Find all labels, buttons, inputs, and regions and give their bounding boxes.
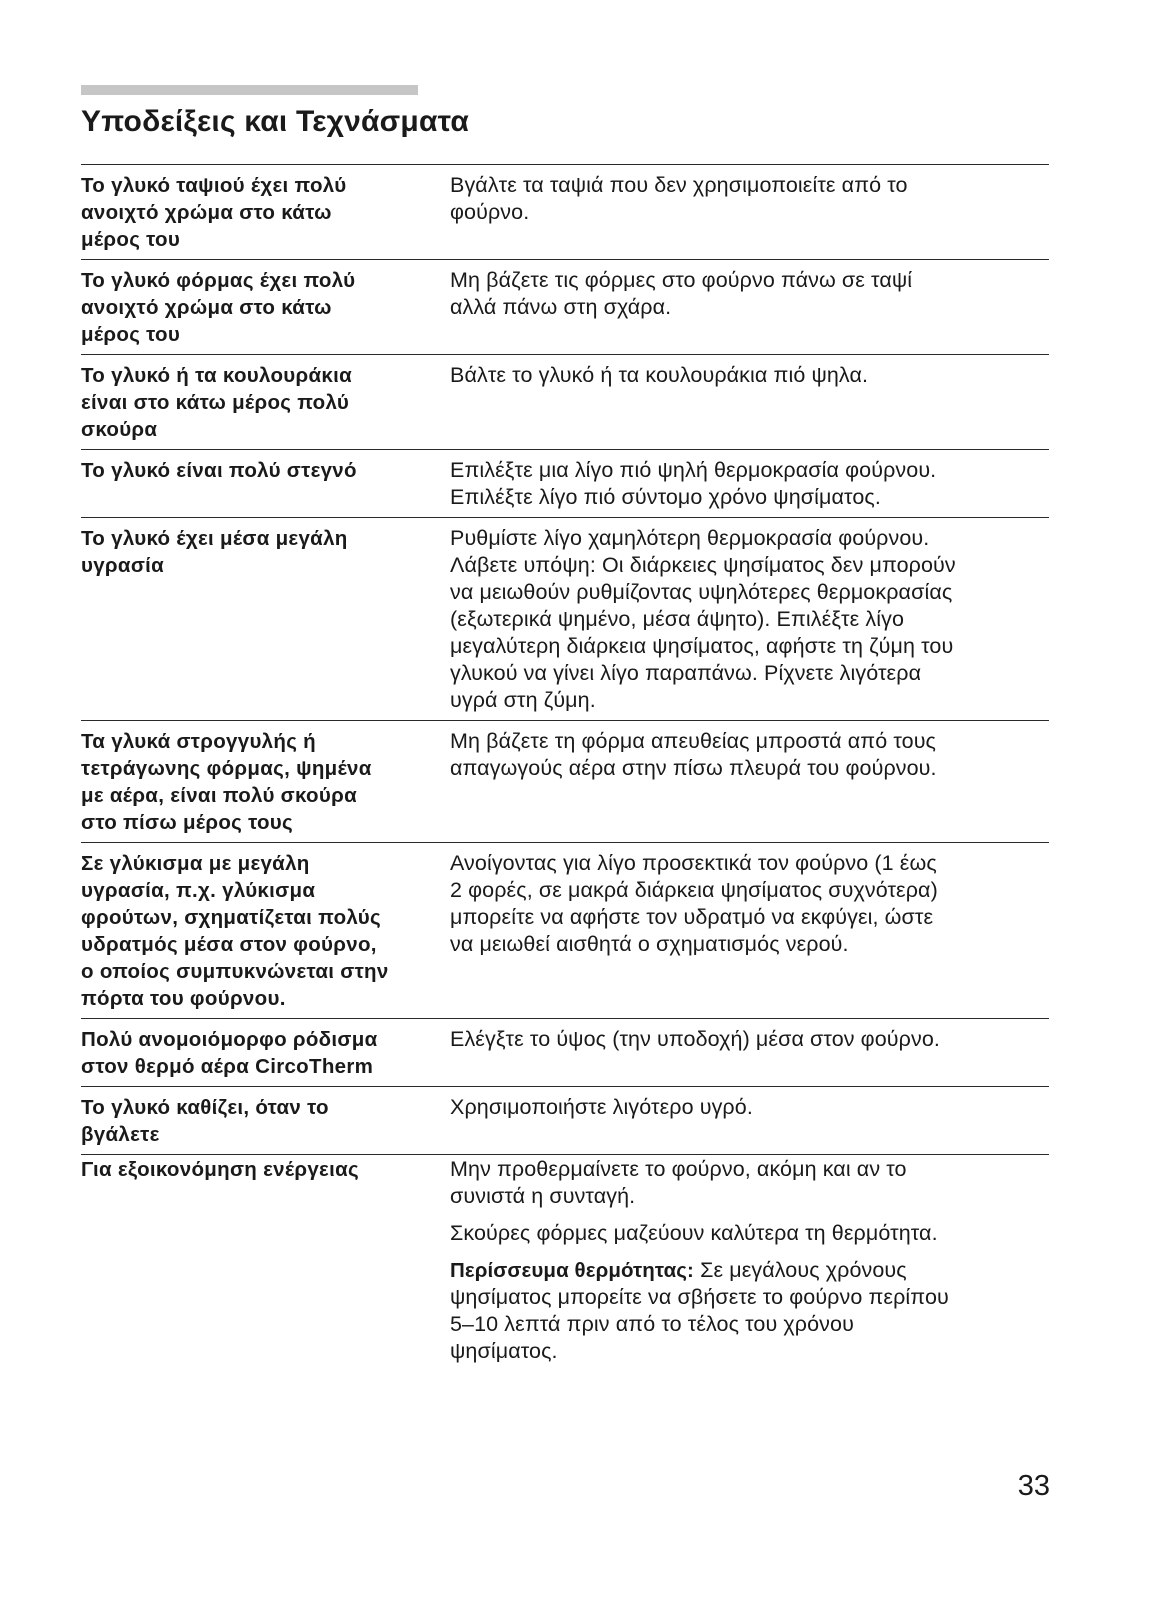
tips-table bbox=[81, 164, 1049, 1155]
energy-saving-section bbox=[81, 1156, 1049, 1375]
page-title: Υποδείξεις και Τεχνάσματα bbox=[81, 105, 469, 138]
tip-problem: Τα γλυκά στρογγυλής ή τετράγωνης φόρμας, ψημένα με αέρα, είναι πολύ σκούρα στο πίσω μέρος τους bbox=[81, 730, 372, 834]
energy-tip bbox=[450, 1257, 1049, 1365]
tip-solution: Ελέγξτε το ύψος (την υποδοχή) μέσα στον φούρνο. bbox=[450, 1027, 940, 1051]
tip-row bbox=[81, 450, 1049, 518]
tip-solution: Μη βάζετε τις φόρμες στο φούρνο πάνω σε ταψί αλλά πάνω στη σχάρα. bbox=[450, 268, 913, 319]
tip-problem: Το γλυκό ταψιού έχει πολύ ανοιχτό χρώμα στο κάτω μέρος του bbox=[81, 174, 347, 251]
tip-row bbox=[81, 260, 1049, 355]
tip-solution: Βάλτε το γλυκό ή τα κουλουράκια πιό ψηλα. bbox=[450, 363, 869, 387]
tip-problem: Το γλυκό φόρμας έχει πολύ ανοιχτό χρώμα στο κάτω μέρος του bbox=[81, 269, 356, 346]
tip-solution: Ρυθμίστε λίγο χαμηλότερη θερμοκρασία φούρνου. Λάβετε υπόψη: Οι διάρκειες ψησίματος δεν μπορούν να μειωθούν ρυθμίζοντας υψηλότερες θερμοκρασίας (εξωτερικά ψημένο, μέσα άψητο). Επιλέξτε λίγο μεγαλύτερη διάρκεια ψησίματος, αφήστε τη ζύμη του γλυκού να γίνει λίγο παραπάνω. Ρίχνετε λιγότερα υγρά στη ζύμη. bbox=[450, 526, 956, 712]
energy-tip: Σκούρες φόρμες μαζεύουν καλύτερα τη θερμότητα. bbox=[450, 1221, 938, 1245]
page-number: 33 bbox=[1017, 1470, 1050, 1502]
tip-solution: Βγάλτε τα ταψιά που δεν χρησιμοποιείτε από το φούρνο. bbox=[450, 173, 908, 224]
tip-problem: Το γλυκό ή τα κουλουράκια είναι στο κάτω μέρος πολύ σκούρα bbox=[81, 364, 353, 441]
tip-row bbox=[81, 1019, 1049, 1087]
tip-problem: Το γλυκό έχει μέσα μεγάλη υγρασία bbox=[81, 527, 348, 577]
tip-problem: Το γλυκό καθίζει, όταν το βγάλετε bbox=[81, 1096, 329, 1146]
energy-saving-body bbox=[450, 1156, 1049, 1375]
tip-problem: Σε γλύκισμα με μεγάλη υγρασία, π.χ. γλύκισμα φρούτων, σχηματίζεται πολύς υδρατμός μέσα στον φούρνο, ο οποίος συμπυκνώνεται στην πόρτα του φούρνου. bbox=[81, 852, 389, 1010]
energy-saving-label: Για εξοικονόμηση ενέργειας bbox=[81, 1158, 359, 1181]
tip-row bbox=[81, 355, 1049, 450]
tip-row bbox=[81, 165, 1049, 260]
tip-solution: Επιλέξτε μια λίγο πιό ψηλή θερμοκρασία φούρνου. Επιλέξτε λίγο πιό σύντομο χρόνο ψησίματος. bbox=[450, 458, 937, 509]
tip-row bbox=[81, 721, 1049, 843]
tip-problem: Πολύ ανομοιόμορφο ρόδισμα στον θερμό αέρα CircoTherm bbox=[81, 1028, 378, 1078]
energy-tip-lead: Περίσσευμα θερμότητας: bbox=[450, 1259, 694, 1282]
tip-solution: Χρησιμοποιήστε λιγότερο υγρό. bbox=[450, 1095, 753, 1119]
tip-row bbox=[81, 518, 1049, 721]
energy-tip: Μην προθερμαίνετε το φούρνο, ακόμη και αν το συνιστά η συνταγή. bbox=[450, 1157, 907, 1208]
section-header-bar bbox=[81, 85, 418, 95]
tip-row bbox=[81, 1087, 1049, 1155]
tip-solution: Ανοίγοντας για λίγο προσεκτικά τον φούρνο (1 έως 2 φορές, σε μακρά διάρκεια ψησίματος συχνότερα) μπορείτε να αφήστε τον υδρατμό να εκφύγει, ώστε να μειωθεί αισθητά ο σχηματισμός νερού. bbox=[450, 851, 938, 956]
tip-solution: Μη βάζετε τη φόρμα απευθείας μπροστά από τους απαγωγούς αέρα στην πίσω πλευρά του φούρνου. bbox=[450, 729, 937, 780]
tip-row bbox=[81, 843, 1049, 1019]
tip-problem: Το γλυκό είναι πολύ στεγνό bbox=[81, 459, 357, 482]
energy-tip-text: Σε μεγάλους χρόνους ψησίματος μπορείτε να σβήσετε το φούρνο περίπου 5–10 λεπτά πριν από το τέλος του χρόνου ψησίματος. bbox=[450, 1258, 949, 1363]
